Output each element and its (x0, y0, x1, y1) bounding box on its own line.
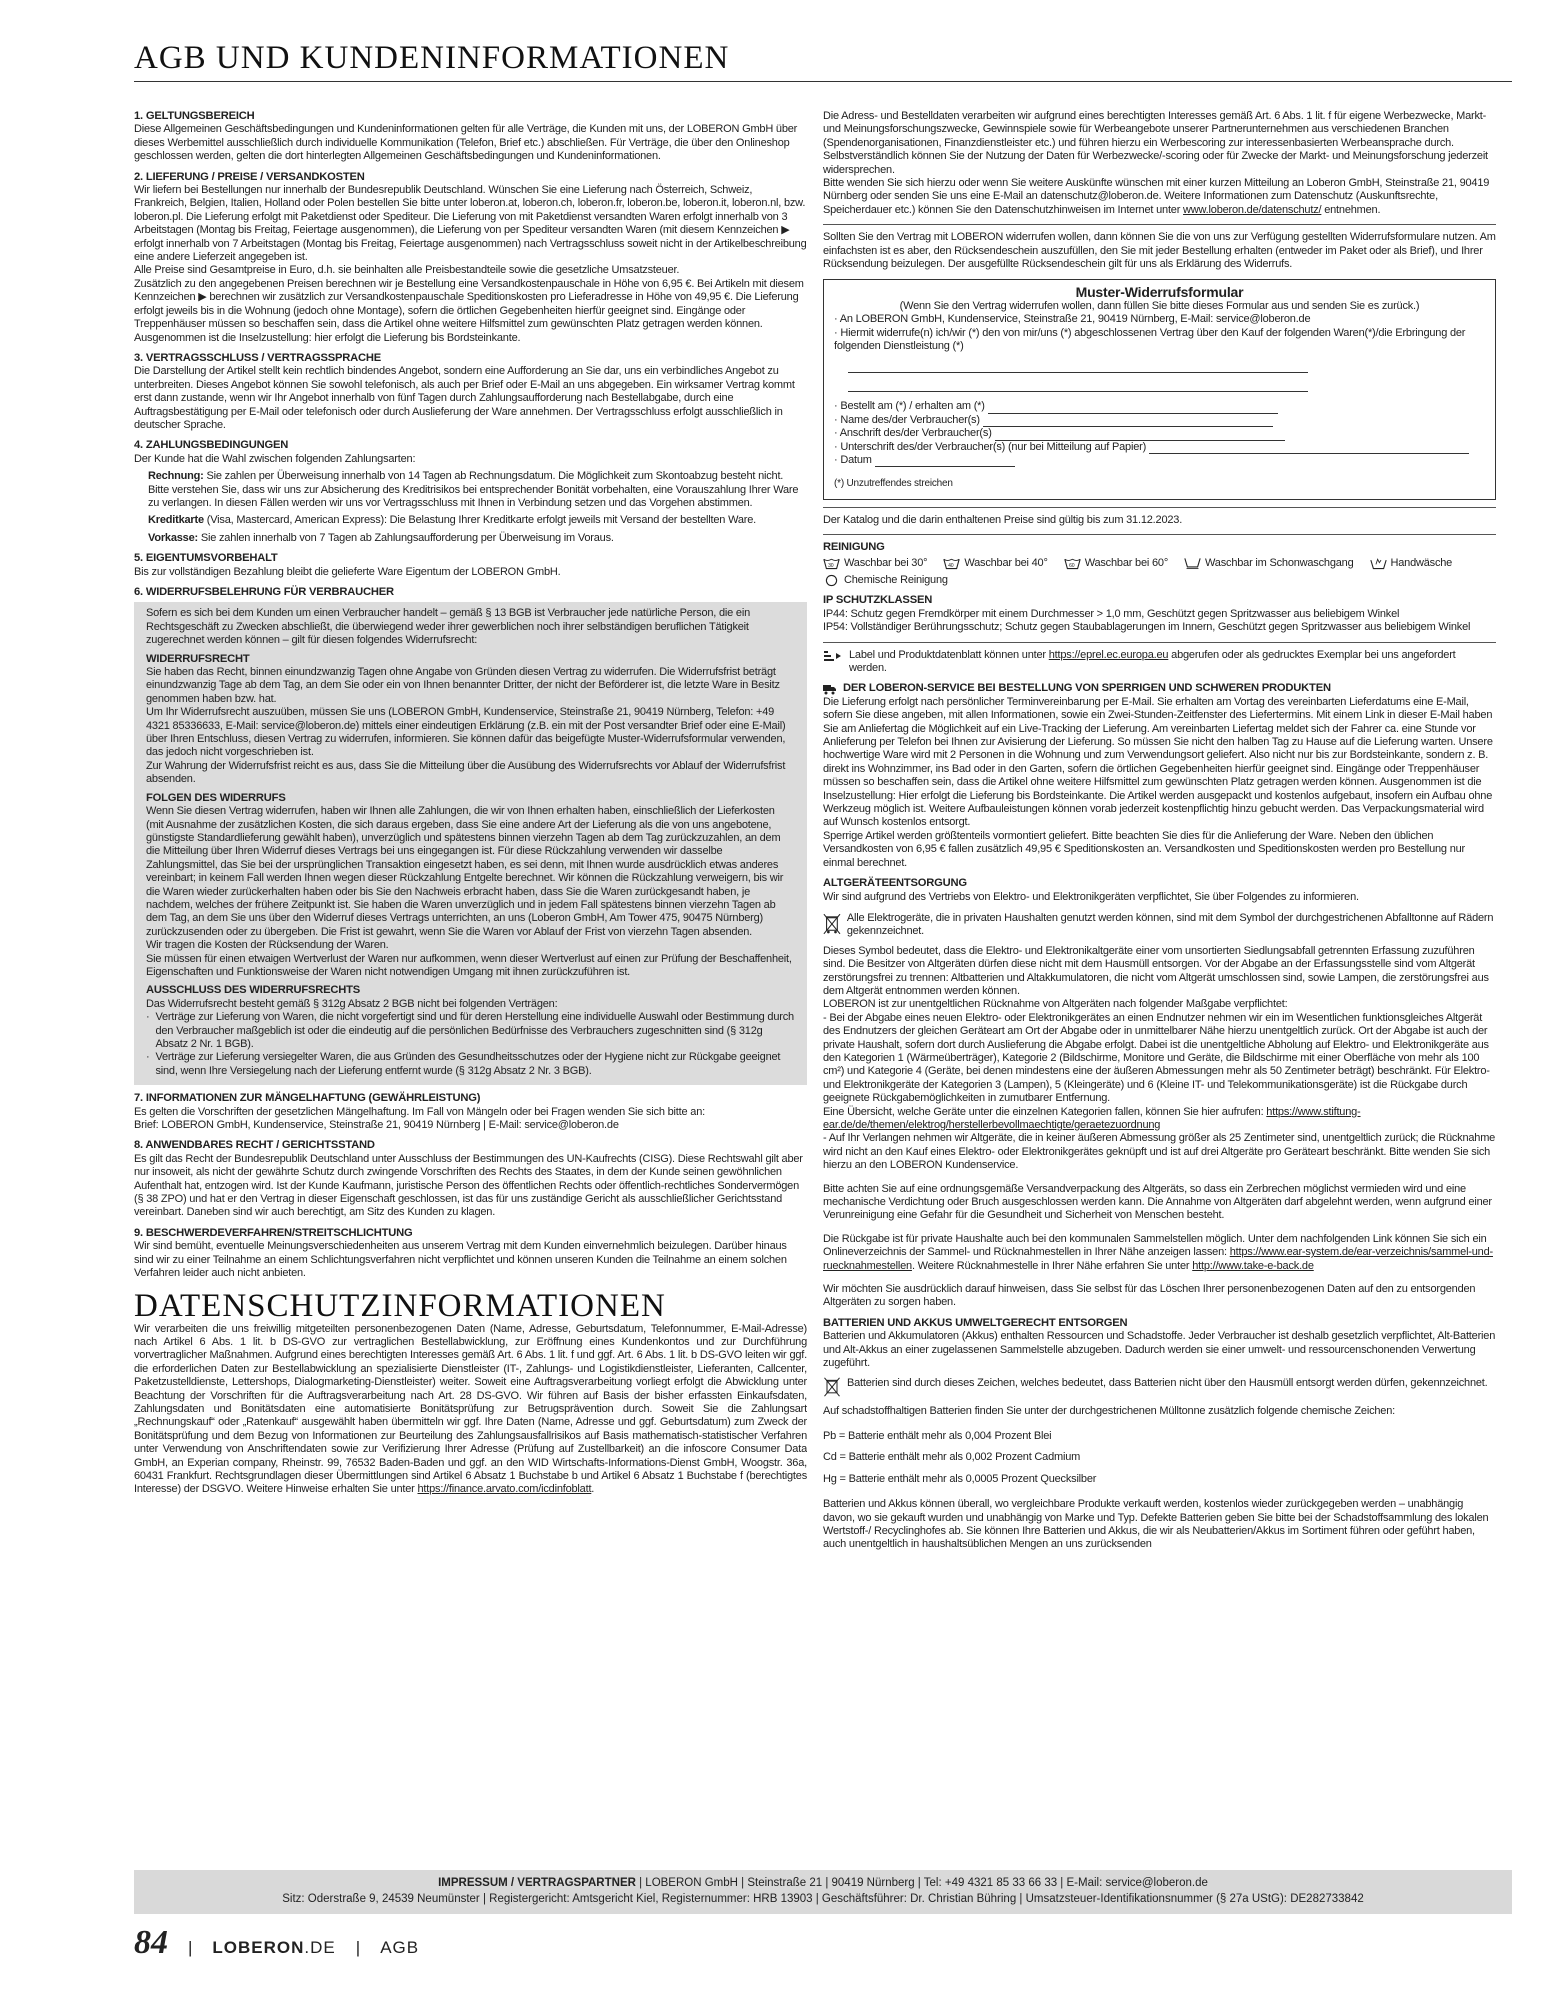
form-field-label: · Anschrift des/der Verbraucher(s) (834, 427, 992, 440)
care-item (1184, 557, 1353, 570)
section-text (823, 1106, 1496, 1133)
section-text (823, 1233, 1496, 1273)
form-input-line[interactable] (848, 381, 1308, 392)
section-text: Batterien und Akkumulatoren (Akkus) enthalten Ressourcen und Schadstoffe. Jeder Verbraucher ist deshalb gesetzlich verpflichtet, Alt-Batterien und Alt-Akkus an einer zugelassenen Sammelstelle abzugeben. Dadurch werden sie einer umwelt- und ressourcenschonenden Verwertung zugeführt. (823, 1330, 1496, 1370)
section-heading: 5. EIGENTUMSVORBEHALT (134, 552, 278, 565)
list-item-text: Verträge zur Lieferung versiegelter Waren, die aus Gründen des Gesundheitsschutzes oder der Hygiene nicht zur Rückgabe geeignet sind, wenn Ihre Versiegelung nach der Lieferung entfernt wurde (§ 312g Absatz 2 Nr. 3 BGB). (155, 1051, 781, 1077)
impressum-title: IMPRESSUM / VERTRAGSPARTNER (438, 1877, 636, 1889)
care-item (1064, 557, 1168, 570)
section-text: Das Widerrufsrecht besteht gemäß § 312g Absatz 2 BGB nicht bei folgenden Verträgen: (146, 997, 558, 1010)
section-heading: 6. WIDERRUFSBELEHRUNG FÜR VERBRAUCHER (134, 586, 394, 598)
care-item (1370, 557, 1453, 570)
section-text: Wir liefern bei Bestellungen nur innerhalb der Bundesrepublik Deutschland. Wünschen Sie eine Lieferung nach Österreich, Schweiz, Frankreich, Belgien, Italien, Holland oder Polen bestellen Sie bitte unter loberon.at, loberon.ch, loberon.fr, loberon.be, loberon.it, loberon.nl, bzw. loberon.pl. Die Lieferung erfolgt mit Paketdienst oder Spediteur. Die Lieferung von mit Paketdienst versandten Waren erfolgt innerhalb von 3 Arbeitstagen (Montag bis Freitag, Feiertage ausgenommen), die Lieferung von per Spediteur versandten Waren (mit diesem Kennzeichen ▶ erfolgt innerhalb von 7 Arbeitstagen (Montag bis Freitag, Feiertage ausgenommen) nach Vertragsschluss soweit nicht in der Artikelbeschreibung eine andere Lieferzeit angegeben ist. (134, 184, 807, 264)
chemical-sign: Cd = Batterie enthält mehr als 0,002 Prozent Cadmium (823, 1451, 1081, 1464)
brand-name: LOBERON (212, 1938, 305, 1957)
payment-rechnung (148, 470, 807, 510)
section-text: Sofern es sich bei dem Kunden um einen Verbraucher handelt – gemäß § 13 BGB ist Verbraucher jede natürliche Person, die ein Rechtsgeschäft zu Zwecken abschließt, die überwiegend weder ihrer gewerblichen noch ihrer selbständigen beruflichen Tätigkeit zugerechnet werden können – gilt für diesen folgendes Widerrufsrecht: (146, 607, 751, 647)
section-text: LOBERON ist zur unentgeltlichen Rücknahme von Altgeräten nach folgender Maßgabe verpflichtet: (823, 998, 1288, 1011)
svg-text:40: 40 (948, 562, 954, 569)
section-text-body: Eine Übersicht, welche Geräte unter die einzelnen Kategorien fallen, können Sie hier aufrufen: (823, 1105, 1267, 1118)
section-text: Es gilt das Recht der Bundesrepublik Deutschland unter Ausschluss der Bestimmungen des UN-Kaufrechts (CISG). Diese Rechtswahl gilt aber nur insoweit, als nicht der gewährte Schutz durch zwingende Vorschriften des Rechts des Staates, in dem der Kunde seinen gewöhnlichen Aufenthalt hat, entzogen wird. Ist der Kunde Kaufmann, juristische Person des öffentlichen Rechts oder öffentlich-rechtliches Sondervermögen (§ 38 ZPO) und hat er den Vertrag in dieser Eigenschaft geschlossen, ist das für uns zuständige Gericht als ausschließlicher Gerichtsstand vereinbart. Daneben sind wir auch berechtigt, am Sitz des Kunden zu klagen. (134, 1152, 803, 1219)
form-line: · An LOBERON GmbH, Kundenservice, Steinstraße 21, 90419 Nürnberg, E-Mail: service@loberon.de (834, 313, 1311, 326)
care-item (823, 574, 948, 587)
section-text-body: Bitte wenden Sie sich hierzu oder wenn Sie weitere Auskünfte wünschen mit einer kurzen Mitteilung an Loberon GmbH, Steinstraße 21, 90419 Nürnberg oder senden Sie uns eine E-Mail an datenschutz@loberon.de. Weitere Informationen zum Datenschutz (Auskunftsrechte, Speicherdauer etc.) können Sie den Datenschutzhinweisen im Internet unter (823, 177, 1490, 216)
impressum-bar (134, 1870, 1512, 1914)
section-heading-text: DER LOBERON-SERVICE BEI BESTELLUNG VON SPERRIGEN UND SCHWEREN PRODUKTEN (843, 682, 1331, 695)
subsection-heading: FOLGEN DES WIDERRUFS (146, 791, 286, 804)
chemical-sign: Hg = Batterie enthält mehr als 0,0005 Prozent Quecksilber (823, 1472, 1097, 1485)
subsection-heading: WIDERRUFSRECHT (146, 652, 250, 665)
crossed-bin-icon (823, 912, 841, 936)
form-field-label: · Bestellt am (*) / erhalten am (*) (834, 400, 985, 413)
impressum-line (134, 1875, 1512, 1891)
section-heading: BATTERIEN UND AKKUS UMWELTGERECHT ENTSORGEN (823, 1316, 1128, 1329)
impressum-text: | LOBERON GmbH | Steinstraße 21 | 90419 Nürnberg | Tel: +49 4321 85 33 66 33 | E-Mail: service@loberon.de (635, 1877, 1208, 1889)
form-field (834, 414, 1485, 427)
payment-label: Kreditkarte (148, 514, 204, 527)
care-symbols (823, 557, 1496, 588)
crossed-bin-icon (823, 1377, 841, 1397)
form-input-line[interactable] (1149, 443, 1469, 454)
hand-wash-icon (1370, 557, 1387, 570)
section-text-body: Die Rückgabe ist für private Haushalte auch bei den kommunalen Sammelstellen möglich. Unter dem nachfolgenden Link können Sie sich ein Onlineverzeichnis der Sammel- und Rücknahmestellen in Ihrer Nähe anzeigen lassen: (823, 1232, 1487, 1259)
section-text: Bitte achten Sie auf eine ordnungsgemäße Versandverpackung des Altgeräts, so dass ein Zerbrechen möglichst vermieden wird und eine mechanische Verdichtung oder Bruch ausgeschlossen werden kann. Die Annahme von Altgeräten darf abgelehnt werden, wenn aufgrund einer Verunreinigung eine Gefahr für die Gesundheit und Sicherheit von Menschen besteht. (823, 1182, 1492, 1222)
wash-30-icon (823, 557, 840, 570)
section-text: - Auf Ihr Verlangen nehmen wir Altgeräte, die in keiner äußeren Abmessung größer als 25 Zentimeter sind, unentgeltlich zurück; die Rücknahme wird nicht an den Kauf eines Elektro- oder Elektronikgerätes geknüpft und ist auf drei Altgeräte pro Geräteart beschränkt. Bitte wenden Sie sich hierzu an den LOBERON Kundenservice. (823, 1132, 1496, 1172)
weee-note (823, 912, 1496, 939)
energy-label-text-body: Label und Produktdatenblatt können unter (849, 648, 1049, 661)
section-text: Bis zur vollständigen Bezahlung bleibt die gelieferte Ware Eigentum der LOBERON GmbH. (134, 565, 561, 578)
care-label: Waschbar bei 40° (964, 556, 1048, 569)
form-input-line[interactable] (848, 362, 1308, 373)
datenschutz-link[interactable]: www.loberon.de/datenschutz/ (1183, 203, 1322, 216)
weee-text: Alle Elektrogeräte, die in privaten Haushalten genutzt werden können, sind mit dem Symbol der durchgestrichenen Abfalltonne auf Rädern gekennzeichnet. (846, 911, 1494, 938)
separator: | (188, 1938, 193, 1957)
section-text: Brief: LOBERON GmbH, Kundenservice, Steinstraße 21, 90419 Nürnberg | E-Mail: service@loberon.de (134, 1119, 619, 1132)
withdrawal-box (134, 602, 807, 1085)
section-text: Alle Preise sind Gesamtpreise in Euro, d.h. sie beinhalten alle Preisbestandteile sowie die gesetzliche Umsatzsteuer. (134, 264, 680, 277)
section-heading: 8. ANWENDBARES RECHT / GERICHTSSTAND (134, 1139, 375, 1152)
section-text: Wir sind bemüht, eventuelle Meinungsverschiedenheiten aus unserem Vertrag mit dem Kunden einvernehmlich beizulegen. Darüber hinaus sind wir zu einer Teilnahme an einem Schlichtungsverfahren nicht verpflichtet und können unseren Kunden die Teilnahme an einem solchen Verfahren leider auch nicht anbieten. (134, 1240, 787, 1280)
form-field-label: · Name des/der Verbraucher(s) (834, 413, 980, 426)
divider (823, 534, 1496, 535)
content-columns (134, 110, 1512, 1860)
section-text: Wir möchten Sie ausdrücklich darauf hinweisen, dass Sie selbst für das Löschen Ihrer personenbezogenen Daten auf den zu entsorgenden Altgeräten zu sorgen haben. (823, 1283, 1476, 1309)
page-footer (134, 1924, 419, 1962)
section-text: Auf schadstoffhaltigen Batterien finden Sie unter der durchgestrichenen Mülltonne zusätzlich folgende chemische Zeichen: (823, 1404, 1395, 1417)
section-text: Sperrige Artikel werden größtenteils vormontiert geliefert. Bitte beachten Sie dies für die Anlieferung der Ware. Neben den üblichen Versandkosten von 6,95 € fallen zusätzlich 49,95 € Speditionskosten an. Versandkosten und Speditionskosten werden pro Bestellung nur einmal berechnet. (823, 829, 1465, 869)
privacy-link[interactable]: https://finance.arvato.com/icdinfoblatt (417, 1483, 592, 1496)
section-heading-with-icon (823, 682, 1496, 695)
payment-vorkasse (148, 532, 807, 545)
section-text: Um Ihr Widerrufsrecht auszuüben, müssen Sie uns (LOBERON GmbH, Kundenservice, Steinstraße 21, 90419 Nürnberg, Telefon: +49 4321 85336633, E-Mail: service@loberon.de) mittels einer eindeutigen Erklärung (z.B. ein mit der Post versandter Brief oder eine E-Mail) über Ihren Entschluss, diesen Vertrag zu widerrufen, informieren. Sie können dafür das beigefügte Muster-Widerrufsformular verwenden, das jedoch nicht vorgeschrieben ist. (146, 706, 786, 759)
payment-label: Vorkasse: (148, 531, 198, 544)
form-field (834, 400, 1485, 413)
privacy-text-end: . (591, 1483, 595, 1496)
section-text: Wenn Sie diesen Vertrag widerrufen, haben wir Ihnen alle Zahlungen, die wir von Ihnen erhalten haben, einschließlich der Lieferkosten (mit Ausnahme der zusätzlichen Kosten, die sich daraus ergeben, dass Sie eine andere Art der Lieferung als die von uns angebotene, günstigste Standardlieferung gewählt haben), unverzüglich und spätestens binnen vierzehn Tagen ab dem Tag zurückzuzahlen, an dem die Mitteilung über Ihren Widerruf dieses Vertrags bei uns eingegangen ist. Für diese Rückzahlung verwenden wir dasselbe Zahlungsmittel, das Sie bei der ursprünglichen Transaktion eingesetzt haben, es sei denn, mit Ihnen wurde ausdrücklich etwas anderes vereinbart; in keinem Fall werden Ihnen wegen dieser Rückzahlung Entgelte berechnet. Wir können die Rückzahlung verweigern, bis wir die Waren wieder zurückerhalten haben oder bis Sie den Nachweis erbracht haben, dass Sie die Waren zurückgesandt haben, je nachdem, welches der frühere Zeitpunkt ist. Sie haben die Waren unverzüglich und in jedem Fall spätestens binnen vierzehn Tagen ab dem Tag, an dem Sie uns über den Widerruf dieses Vertrags unterrichten, an uns (Loberon GmbH, Am Tower 475, 90475 Nürnberg) zurückzusenden oder zu übergeben. Die Frist ist gewahrt, wenn Sie die Waren vor Ablauf der Frist von vierzehn Tagen absenden. (146, 805, 784, 938)
form-input-line[interactable] (988, 403, 1278, 414)
dry-clean-icon (823, 574, 840, 587)
gentle-wash-icon (1184, 557, 1201, 570)
form-note: (*) Unzutreffendes streichen (834, 478, 953, 490)
section-text (823, 177, 1496, 217)
section-text: Sie müssen für einen etwaigen Wertverlust der Waren nur aufkommen, wenn dieser Wertverlust auf einen zur Prüfung der Beschaffenheit, Eigenschaften und Funktionsweise der Waren nicht notwendigen Umgang mit ihnen zurückzuführen ist. (146, 952, 792, 978)
payment-kreditkarte (148, 514, 807, 527)
section-text: Zur Wahrung der Widerrufsfrist reicht es aus, dass Sie die Mitteilung über die Ausübung des Widerrufsrechts vor Ablauf der Widerrufsfrist absenden. (146, 759, 786, 786)
section-heading: 7. INFORMATIONEN ZUR MÄNGELHAFTUNG (GEWÄHRLEISTUNG) (134, 1092, 481, 1105)
energy-label-text (849, 649, 1496, 676)
svg-text:30: 30 (828, 562, 834, 569)
section-heading: IP SCHUTZKLASSEN (823, 594, 933, 607)
page-number: 84 (134, 1924, 168, 1961)
form-field (834, 427, 1485, 440)
payment-text: Sie zahlen innerhalb von 7 Tagen ab Zahlungsaufforderung per Überweisung im Voraus. (197, 531, 614, 544)
care-label: Waschbar im Schonwaschgang (1205, 556, 1354, 569)
section-text: Die Adress- und Bestelldaten verarbeiten wir aufgrund eines berechtigten Interesses gemäß Art. 6 Abs. 1 lit. f für eigene Werbezwecke, Markt- und Meinungsforschungszwecke, Gewinnspiele sowie für Werbeangebote unserer Partnerunternehmen aus verschiedenen Branchen (Spendenorganisationen, Finanzdienstleister etc.) und führen hierzu ein Werbescoring zur interessenbasierten Werbeansprache durch. Selbstverständlich können Sie der Nutzung der Daten für Werbezwecke/-scoring oder für Zwecke der Markt- und Meinungsforschung jederzeit widersprechen. (823, 110, 1488, 176)
ear-system-link[interactable]: https://www.ear-system.de/ear-verzeichnis/sammel-und-ruecknahmestellen (823, 1246, 1493, 1272)
divider (823, 642, 1496, 643)
care-label: Handwäsche (1390, 556, 1453, 569)
form-title: Muster-Widerrufsformular (1075, 284, 1244, 301)
section-text-end: entnehmen. (1321, 203, 1381, 216)
privacy-text-body: Wir verarbeiten die uns freiwillig mitgeteilten personenbezogenen Daten (Name, Adresse, Geburtsdatum, Telefonnummer, E-Mail-Adresse) nach Artikel 6 Abs. 1 lit. b DS-GVO zur vertraglichen Bestellabwicklung, zur Eröffnung eines Kundenkontos und zur Durchführung vorvertraglicher Maßnahmen. Aufgrund eines berechtigten Interesses gemäß Art. 6 Abs. 1 lit. f und ggf. Art. 6 Abs. 1 lit. b DS-GVO leiten wir ggf. die erforderlichen Daten zur Bestellabwicklung an spezialisierte Dienstleister (IT-, Zahlungs- und Logistikdienstleister, Lieferanten, Callcenter, Paketzustelldienste, Lettershops, Dialogmarketing-Dienstleister) weiter. Soweit eine Auftragsverarbeitung vorliegt erfolgt die Abwicklung unter Beachtung der Vorschriften für die Auftragsverarbeitung nach Art. 28 DS-GVO. Wir führen auf Basis der bisher erfassten Einkaufsdaten, Zahlungsdaten und Bonitätsdaten eine automatisierte Bonitätsprüfung zur Betrugsprävention durch. Soweit Sie die Zahlungsart „Rechnungskauf“ oder „Ratenkauf“ ausgewählt haben übermitteln wir ggf. Ihre Daten (Name, Adresse und ggf. Geburtsdatum) zum Zweck der Bonitätsprüfung und dem Bezug von Informationen zur Beurteilung des Zahlungsausfallrisikos auf Basis mathematisch-statistischer Verfahren unter Verwendung von Anschriftendaten sowie zur Verifizierung Ihrer Adresse (Prüfung auf Zustellbarkeit) an die infoscore Consumer Data GmbH, an Experian company, Rheinstr. 99, 76532 Baden-Baden und ggf. an den WID Wirtschafts-Informations-Dienst GmbH, Woogstr. 36a, 60431 Frankfurt. Rechtsgrundlagen dieser Übermittlungen sind Artikel 6 Absatz 1 Buchstabe b und Artikel 6 Absatz 1 Buchstabe f (berechtigtes Interesse) der DSGVO. Weitere Hinweise erhalten Sie unter (134, 1322, 807, 1496)
left-column (134, 110, 807, 1860)
section-text: Der Kunde hat die Wahl zwischen folgenden Zahlungsarten: (134, 452, 416, 465)
wash-40-icon (943, 557, 960, 570)
energy-label-note (823, 649, 1496, 676)
divider (823, 224, 1496, 225)
section-text: Wir sind aufgrund des Vertriebs von Elektro- und Elektronikgeräten verpflichtet, Sie über Folgendes zu informieren. (823, 890, 1359, 903)
form-input-line[interactable] (983, 416, 1273, 427)
form-input-line[interactable] (995, 430, 1285, 441)
section-text: Es gelten die Vorschriften der gesetzlichen Mängelhaftung. Im Fall von Mängeln oder bei Fragen wenden Sie sich bitte an: (134, 1105, 705, 1118)
section-heading: REINIGUNG (823, 541, 885, 554)
divider (823, 507, 1496, 508)
section-text-body: . Weitere Rücknahmestelle in Ihrer Nähe erfahren Sie unter (911, 1259, 1193, 1272)
take-e-back-link[interactable]: http://www.take-e-back.de (1192, 1259, 1314, 1272)
section-text: Sie haben das Recht, binnen einundzwanzig Tagen ohne Angabe von Gründen diesen Vertrag zu widerrufen. Die Widerrufsfrist beträgt einundzwanzig Tage ab dem Tag, an dem Sie oder ein von Ihnen benannter Dritter, der nicht der Beförderer ist, die letzte Ware in Besitz genommen haben bzw. hat. (146, 666, 780, 705)
subsection-heading: AUSSCHLUSS DES WIDERRUFSRECHTS (146, 984, 361, 997)
section-text: Zusätzlich zu den angegebenen Preisen berechnen wir je Bestellung eine Versandkostenpauschale in Höhe von 6,95 €. Bei Artikeln mit diesem Kennzeichen ▶ berechnen wir zusätzlich zur Versandkostenpauschale Speditionskosten pro Lieferadresse in Höhe von 49,95 €. Die Lieferung erfolgt jeweils bis in die Wohnung (jedoch ohne Montage), sofern die örtlichen Gegebenheiten hierfür geeignet sind. Eingänge oder Treppenhäuser müssen so beschaffen sein, dass die Artikel ohne weitere Hilfsmittel zum gewünschten Platz getragen werden können. Ausgenommen ist die Inselzustellung: hier erfolgt die Lieferung bis Bordsteinkante. (134, 277, 804, 344)
brand[interactable] (212, 1938, 335, 1958)
separator: | (355, 1938, 361, 1957)
section-text: Die Darstellung der Artikel stellt kein rechtlich bindendes Angebot, sondern eine Aufforderung an Sie dar, uns ein verbindliches Angebot zu unterbreiten. Dieses Angebot können Sie sowohl telefonisch, als auch per Brief oder E-Mail an uns abgegeben. Ein wirksamer Vertrag kommt erst dann zustande, wenn wir Ihr Angebot innerhalb von fünf Tagen durch Zahlungsaufforderung nach Bestellabgabe, durch eine Auftragsbestätigung per E-Mail oder telefonisch oder durch Auslieferung der Ware annehmen. Der Vertragsschluss erfolgt ausschließlich in deutscher Sprache. (134, 365, 795, 431)
form-field (834, 454, 1485, 467)
energy-label-text-end: abgerufen oder als gedrucktes Exemplar bei uns angefordert werden. (849, 648, 1456, 674)
brand-suffix: .DE (304, 1938, 336, 1957)
section-heading: 2. LIEFERUNG / PREISE / VERSANDKOSTEN (134, 170, 365, 183)
list-item-text: Verträge zur Lieferung von Waren, die nicht vorgefertigt sind und für deren Herstellung eine individuelle Auswahl oder Bestimmung durch den Verbraucher maßgeblich ist oder die eindeutig auf die persönlichen Bedürfnisse des Verbrauchers zugeschnitten sind (§ 312g Absatz 2 Nr. 1 BGB). (155, 1011, 794, 1050)
payment-text: Sie zahlen per Überweisung innerhalb von 14 Tagen ab Rechnungsdatum. Die Möglichkeit zum Skontoabzug besteht nicht. Bitte verstehen Sie, dass wir uns zur Absicherung des Kreditrisikos bei entsprechender Bonität vorbehalten, eine Vorauszahlung Ihrer Ware zu verlangen. In diesen Fällen werden wir uns vor Vertragsschluss mit Ihnen in Verbindung setzen und das Vorgehen abstimmen. (148, 470, 799, 509)
svg-text:60: 60 (1068, 562, 1075, 569)
section-heading: 9. BESCHWERDEVERFAHREN/STREITSCHLICHTUNG (134, 1226, 413, 1239)
payment-text: (Visa, Mastercard, American Express): Die Belastung Ihrer Kreditkarte erfolgt jeweils mit Versand der bestellten Ware. (203, 514, 756, 527)
section-text: Dieses Symbol bedeutet, dass die Elektro- und Elektronikaltgeräte einer vom unsortierten Siedlungsabfall getrennten Erfassung zuzuführen sind. Die Besitzer von Altgeräten dürfen diese nicht mit dem Hausmüll entsorgen. Vor der Abgabe an der Erfassungsstelle sind vom Altgerät zerstörungsfrei zu trennen: Altbatterien und Altakkumulatoren, die nicht vom Altgerät umschlossen sind, sowie Lampen, die zerstörungsfrei aus dem Altgerät entnommen werden können. (823, 944, 1489, 997)
wash-60-icon (1064, 557, 1081, 570)
privacy-text (134, 1323, 807, 1497)
form-field (834, 441, 1485, 454)
section-text: Batterien und Akkus können überall, wo vergleichbare Produkte verkauft werden, kostenlos wieder zurückgegeben werden – unabhängig davon, wo sie gekauft wurden und unabhängig von Marke und Typ. Defekte Batterien geben Sie bitte bei der Schadstoffsammlung des lokalen Wertstoff-/ Recyclinghofes ab. Sie können Ihre Batterien und Akkus, die wir als Neubatterien/Akkus im Sortiment führen oder geführt haben, auch unentgeltlich in haushaltsüblichen Mengen an uns zurücksenden (823, 1498, 1489, 1551)
section-text: Diese Allgemeinen Geschäftsbedingungen und Kundeninformationen gelten für alle Verträge, die Kunden mit uns, der LOBERON GmbH über dieses Werbemittel ausschließlich durch individuelle Kommunikation (Telefon, Brief etc.) abschließen. Für Verträge, die über den Onlineshop geschlossen werden, gelten die dort hinterlegten Allgemeinen Geschäftsbedingungen und Kundeninformationen. (134, 123, 798, 163)
form-field-label: · Datum (834, 453, 872, 466)
ip-class: IP44: Schutz gegen Fremdkörper mit einem Durchmesser > 1,0 mm, Geschützt gegen Spritzwasser aus beliebigem Winkel (823, 607, 1400, 620)
right-column (823, 110, 1496, 1860)
section-text: Sollten Sie den Vertrag mit LOBERON widerrufen wollen, dann können Sie die von uns zur Verfügung gestellten Widerrufsformulare nutzen. Am einfachsten ist es aber, den Rücksendeschein auszufüllen, den Sie mit jeder Bestellung erhalten (entweder im Paket oder als Brief), und Ihrer Rücksendung beizulegen. Der ausgefüllte Rücksendeschein gilt für uns als Erklärung des Widerrufs. (823, 231, 1496, 271)
section-text: - Bei der Abgabe eines neuen Elektro- oder Elektronikgerätes an einen Endnutzer nehmen wir ein im Wesentlichen funktionsgleiches Altgerät des Endnutzers der gleichen Geräteart am Ort der Abgabe oder in unmittelbarer Nähe hierzu unentgeltlich zurück. Ort der Abgabe ist auch der private Haushalt, sofern dort durch Auslieferung die Abgabe erfolgt. Dabei ist die unentgeltliche Abholung auf Elektro- und Elektronikgeräte aus den Kategorien 1 (Wärmeüberträger), Kategorie 2 (Bildschirme, Monitore und Geräte, die Bildschirme mit einer Oberfläche von mehr als 100 cm²) und Kategorie 4 (Geräte, bei denen mindestens eine der äußeren Abmessungen mehr als 50 Zentimeter beträgt) beschränkt. Für Elektro- und Elektronikgeräte der Kategorien 3 (Lampen), 5 (Kleingeräte) und 6 (Kleine IT- und Telekommunikationsgeräte) ist die Rückgabe durch geeignete Rückgabemöglichkeiten in zumutbarer Entfernung. (823, 1011, 1490, 1105)
eprel-link[interactable]: https://eprel.ec.europa.eu (1048, 648, 1169, 661)
withdrawal-form (823, 279, 1496, 499)
care-label: Chemische Reinigung (844, 573, 948, 586)
payment-label: Rechnung: (148, 470, 204, 483)
truck-icon (823, 683, 837, 695)
care-label: Waschbar bei 30° (844, 556, 928, 569)
care-item (943, 557, 1047, 570)
list-item: · Verträge zur Lieferung von Waren, die nicht vorgefertigt sind und für deren Herstellung eine individuelle Auswahl oder Bestimmung durch den Verbraucher maßgeblich ist oder die eindeutig auf die persönlichen Bedürfnisse des Verbrauchers zugeschnitten sind (§ 312g Absatz 2 Nr. 1 BGB). (146, 1011, 794, 1050)
care-label: Waschbar bei 60° (1084, 556, 1169, 569)
energy-label-icon (823, 649, 843, 663)
section-text: Die Lieferung erfolgt nach persönlicher Terminvereinbarung per E-Mail. Sie erhalten am Vortag des vereinbarten Lieferdatums eine E-Mail, sofern Sie diese angeben, mit allen Informationen, sowie ein Zwei-Stunden-Zeitfenster des Liefertermins. Mit einem Link in dieser E-Mail haben Sie am Anliefertag die Möglichkeit auf ein Live-Tracking der Lieferung. Am vereinbarten Liefertag meldet sich der Fahrer ca. eine Stunde vor Anlieferung per Telefon bei Ihnen zur Avisierung der Lieferung. So müssen Sie nicht den halben Tag zu Hause auf die Lieferung warten. Unsere hochwertige Ware wird mit 2 Personen in die Wohnung und zum Verwendungsort geliefert. Also nicht nur bis zur Bordsteinkante, sondern z. B. direkt ins Wohnzimmer, ins Bad oder in den Garten, sofern die örtlichen Gegebenheiten hierfür geeignet sind. Eingänge oder Treppenhäuser müssen so beschaffen sein, dass die Artikel ohne weitere Hilfsmittel zum gewünschten Platz getragen werden können. Ausgenommen ist die Inselzustellung: Hier erfolgt die Lieferung bis Bordsteinkante. Die Artikel werden ausgepackt und kostenlos aufgebaut, insofern ein Aufbau ohne Werkzeug möglich ist. Weitere Aufbauleistungen können vorab jederzeit kostenpflichtig hinzu gebucht werden. Das Verpackungsmaterial wird auf Wunsch kostenlos entsorgt. (823, 695, 1493, 829)
battery-note (823, 1377, 1496, 1397)
section-heading: 3. VERTRAGSSCHLUSS / VERTRAGSSPRACHE (134, 351, 382, 364)
form-line: · Hiermit widerrufe(n) ich/wir (*) den von mir/uns (*) abgeschlossenen Vertrag über den Kauf der folgenden Waren(*)/die Erbringung der folgenden Dienstleistung (*) (834, 326, 1466, 353)
section-heading: 4. ZAHLUNGSBEDINGUNGEN (134, 439, 289, 452)
section-text: Wir tragen die Kosten der Rücksendung der Waren. (146, 939, 389, 952)
privacy-title: DATENSCHUTZINFORMATIONEN (134, 1287, 666, 1324)
title-rule (134, 81, 1512, 82)
catalog-validity: Der Katalog und die darin enthaltenen Preise sind gültig bis zum 31.12.2023. (823, 513, 1183, 526)
chemical-sign: Pb = Batterie enthält mehr als 0,004 Prozent Blei (823, 1429, 1052, 1442)
page (134, 40, 1512, 1980)
impressum-line: Sitz: Oderstraße 9, 24539 Neumünster | Registergericht: Amtsgericht Kiel, Registernummer: HRB 13903 | Geschäftsführer: Dr. Christian Bühring | Umsatzsteuer-Identifikationsnummer (§ 27a UStG): DE282733842 (282, 1893, 1364, 1905)
section-heading: ALTGERÄTEENTSORGUNG (823, 877, 967, 890)
battery-text: Batterien sind durch dieses Zeichen, welches bedeutet, dass Batterien nicht über den Hausmüll entsorgt werden dürfen, gekennzeichnet. (847, 1376, 1488, 1389)
section-heading: 1. GELTUNGSBEREICH (134, 110, 255, 122)
list-item: · Verträge zur Lieferung versiegelter Waren, die aus Gründen des Gesundheitsschutzes oder der Hygiene nicht zur Rückgabe geeignet sind, wenn Ihre Versiegelung nach der Lieferung entfernt wurde (§ 312g Absatz 2 Nr. 3 BGB). (146, 1051, 795, 1078)
section-label: AGB (380, 1938, 420, 1957)
form-subtitle: (Wenn Sie den Vertrag widerrufen wollen, dann füllen Sie bitte dieses Formular aus und senden Sie es zurück.) (899, 299, 1420, 312)
form-field-label: · Unterschrift des/der Verbraucher(s) (nur bei Mitteilung auf Papier) (834, 440, 1147, 453)
care-item (823, 557, 927, 570)
ip-class: IP54: Vollständiger Berührungsschutz; Schutz gegen Staubablagerungen im Innern, Geschützt gegen Spritzwasser aus beliebigem Winkel (823, 621, 1471, 634)
page-title: AGB UND KUNDENINFORMATIONEN (134, 40, 730, 76)
form-input-line[interactable] (875, 456, 1015, 467)
stiftung-ear-link[interactable]: https://www.stiftung-ear.de/de/themen/elektrog/herstellerbevollmaechtigte/geraetezuordnung (823, 1105, 1361, 1131)
